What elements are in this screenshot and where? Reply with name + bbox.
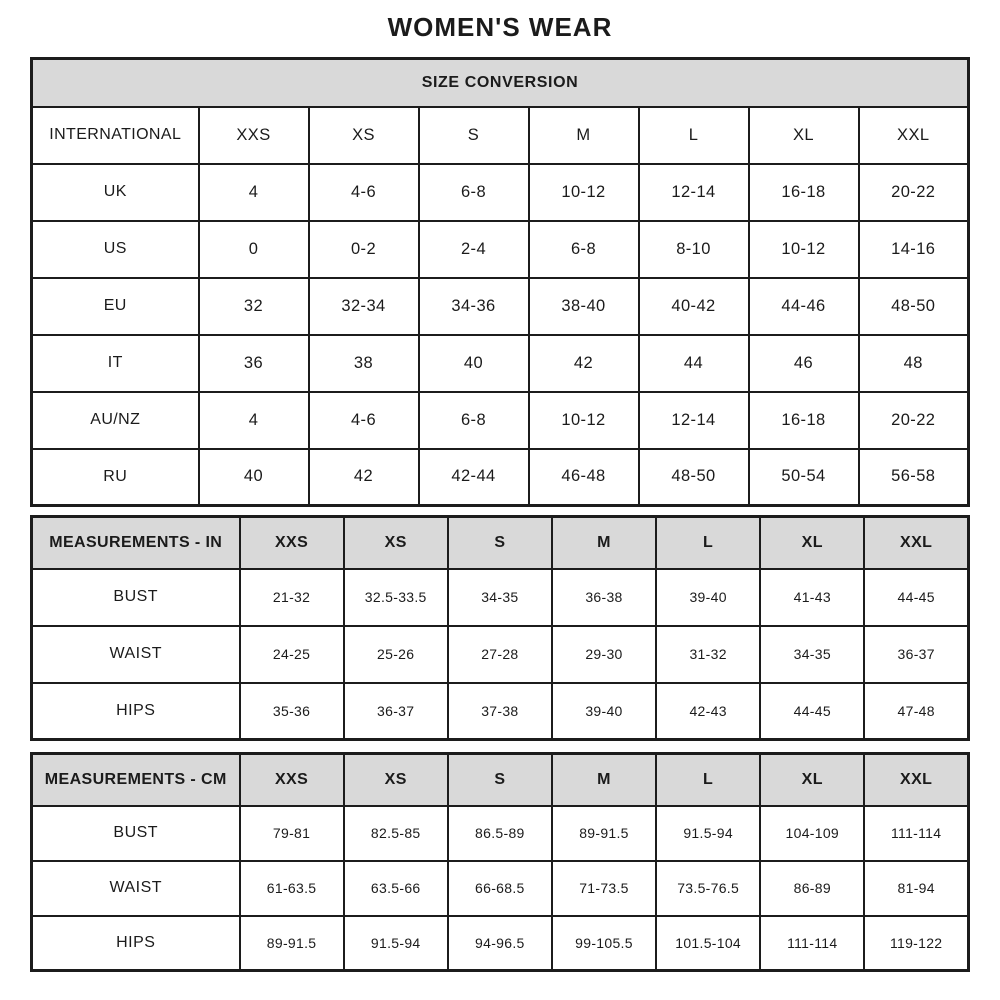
value-cell: 34-35 (448, 569, 552, 626)
value-cell: 99-105.5 (552, 916, 656, 971)
value-cell: 31-32 (656, 626, 760, 683)
value-cell: S (419, 107, 529, 164)
value-cell: 38-40 (529, 278, 639, 335)
value-cell: 0-2 (309, 221, 419, 278)
row-label: WAIST (32, 861, 240, 916)
value-cell: XXS (199, 107, 309, 164)
size-conversion-table (30, 57, 970, 507)
value-cell: 44 (639, 335, 749, 392)
value-cell: 12-14 (639, 164, 749, 221)
value-cell: 39-40 (552, 683, 656, 740)
table-row (32, 569, 969, 626)
size-column-header: S (448, 517, 552, 569)
table-banner: SIZE CONVERSION (32, 59, 969, 107)
value-cell: 34-35 (760, 626, 864, 683)
value-cell: 44-45 (760, 683, 864, 740)
page-title: WOMEN'S WEAR (387, 12, 613, 42)
size-header-row (32, 517, 969, 569)
row-label: IT (32, 335, 199, 392)
row-label: US (32, 221, 199, 278)
value-cell: 29-30 (552, 626, 656, 683)
value-cell: 40 (199, 449, 309, 506)
value-cell: 104-109 (760, 806, 864, 861)
value-cell: 94-96.5 (448, 916, 552, 971)
row-label: RU (32, 449, 199, 506)
value-cell: 42-43 (656, 683, 760, 740)
value-cell: 47-48 (864, 683, 968, 740)
table-row (32, 164, 969, 221)
value-cell: 46-48 (529, 449, 639, 506)
value-cell: 41-43 (760, 569, 864, 626)
value-cell: 32.5-33.5 (344, 569, 448, 626)
table-row (32, 916, 969, 971)
value-cell: 50-54 (749, 449, 859, 506)
row-label: BUST (32, 569, 240, 626)
table-gap (30, 507, 970, 515)
row-label: EU (32, 278, 199, 335)
value-cell: XS (309, 107, 419, 164)
size-column-header: XXL (864, 754, 968, 806)
value-cell: 89-91.5 (552, 806, 656, 861)
value-cell: 56-58 (859, 449, 969, 506)
value-cell: 46 (749, 335, 859, 392)
row-label: WAIST (32, 626, 240, 683)
value-cell: 40 (419, 335, 529, 392)
row-label: UK (32, 164, 199, 221)
value-cell: 4-6 (309, 164, 419, 221)
value-cell: 32-34 (309, 278, 419, 335)
table-row (32, 107, 969, 164)
value-cell: 36-37 (864, 626, 968, 683)
value-cell: 10-12 (749, 221, 859, 278)
value-cell: 8-10 (639, 221, 749, 278)
value-cell: 39-40 (656, 569, 760, 626)
value-cell: 16-18 (749, 164, 859, 221)
size-column-header: XXL (864, 517, 968, 569)
value-cell: 111-114 (864, 806, 968, 861)
value-cell: 44-46 (749, 278, 859, 335)
value-cell: 21-32 (240, 569, 344, 626)
value-cell: 91.5-94 (656, 806, 760, 861)
value-cell: 4-6 (309, 392, 419, 449)
table-header-label: MEASUREMENTS - IN (32, 517, 240, 569)
value-cell: 73.5-76.5 (656, 861, 760, 916)
table-row (32, 449, 969, 506)
table-row (32, 861, 969, 916)
value-cell: XL (749, 107, 859, 164)
value-cell: 38 (309, 335, 419, 392)
size-column-header: M (552, 517, 656, 569)
value-cell: 14-16 (859, 221, 969, 278)
value-cell: 48-50 (639, 449, 749, 506)
value-cell: 10-12 (529, 164, 639, 221)
row-label: BUST (32, 806, 240, 861)
size-column-header: XS (344, 517, 448, 569)
size-column-header: XXS (240, 517, 344, 569)
value-cell: 42 (309, 449, 419, 506)
table-row (32, 221, 969, 278)
table-header-label: MEASUREMENTS - CM (32, 754, 240, 806)
table-banner-row (32, 59, 969, 107)
value-cell: 0 (199, 221, 309, 278)
value-cell: 34-36 (419, 278, 529, 335)
value-cell: 4 (199, 164, 309, 221)
value-cell: 63.5-66 (344, 861, 448, 916)
row-label: INTERNATIONAL (32, 107, 199, 164)
size-column-header: XL (760, 754, 864, 806)
size-column-header: M (552, 754, 656, 806)
size-column-header: L (656, 754, 760, 806)
value-cell: 81-94 (864, 861, 968, 916)
value-cell: 89-91.5 (240, 916, 344, 971)
table-row (32, 392, 969, 449)
value-cell: 20-22 (859, 392, 969, 449)
value-cell: 6-8 (419, 164, 529, 221)
value-cell: 61-63.5 (240, 861, 344, 916)
measurements-cm-table (30, 752, 970, 972)
value-cell: 48 (859, 335, 969, 392)
value-cell: 12-14 (639, 392, 749, 449)
table-row (32, 683, 969, 740)
table-row (32, 626, 969, 683)
value-cell: 48-50 (859, 278, 969, 335)
value-cell: 101.5-104 (656, 916, 760, 971)
value-cell: 36 (199, 335, 309, 392)
size-column-header: S (448, 754, 552, 806)
value-cell: 91.5-94 (344, 916, 448, 971)
value-cell: 119-122 (864, 916, 968, 971)
value-cell: 86.5-89 (448, 806, 552, 861)
value-cell: 111-114 (760, 916, 864, 971)
size-header-row (32, 754, 969, 806)
value-cell: 6-8 (419, 392, 529, 449)
value-cell: 32 (199, 278, 309, 335)
size-column-header: XL (760, 517, 864, 569)
value-cell: 37-38 (448, 683, 552, 740)
table-row (32, 278, 969, 335)
value-cell: XXL (859, 107, 969, 164)
value-cell: 36-37 (344, 683, 448, 740)
value-cell: 86-89 (760, 861, 864, 916)
table-gap (30, 741, 970, 752)
value-cell: 20-22 (859, 164, 969, 221)
value-cell: 35-36 (240, 683, 344, 740)
row-label: HIPS (32, 916, 240, 971)
table-row (32, 335, 969, 392)
value-cell: 25-26 (344, 626, 448, 683)
value-cell: 4 (199, 392, 309, 449)
value-cell: 44-45 (864, 569, 968, 626)
value-cell: 2-4 (419, 221, 529, 278)
value-cell: 27-28 (448, 626, 552, 683)
value-cell: 79-81 (240, 806, 344, 861)
measurements-in-table (30, 515, 970, 741)
value-cell: 42 (529, 335, 639, 392)
size-column-header: L (656, 517, 760, 569)
row-label: AU/NZ (32, 392, 199, 449)
value-cell: 82.5-85 (344, 806, 448, 861)
value-cell: 24-25 (240, 626, 344, 683)
size-column-header: XXS (240, 754, 344, 806)
value-cell: 66-68.5 (448, 861, 552, 916)
value-cell: M (529, 107, 639, 164)
value-cell: 71-73.5 (552, 861, 656, 916)
value-cell: L (639, 107, 749, 164)
value-cell: 16-18 (749, 392, 859, 449)
value-cell: 36-38 (552, 569, 656, 626)
table-row (32, 806, 969, 861)
size-column-header: XS (344, 754, 448, 806)
value-cell: 6-8 (529, 221, 639, 278)
value-cell: 40-42 (639, 278, 749, 335)
value-cell: 42-44 (419, 449, 529, 506)
row-label: HIPS (32, 683, 240, 740)
value-cell: 10-12 (529, 392, 639, 449)
